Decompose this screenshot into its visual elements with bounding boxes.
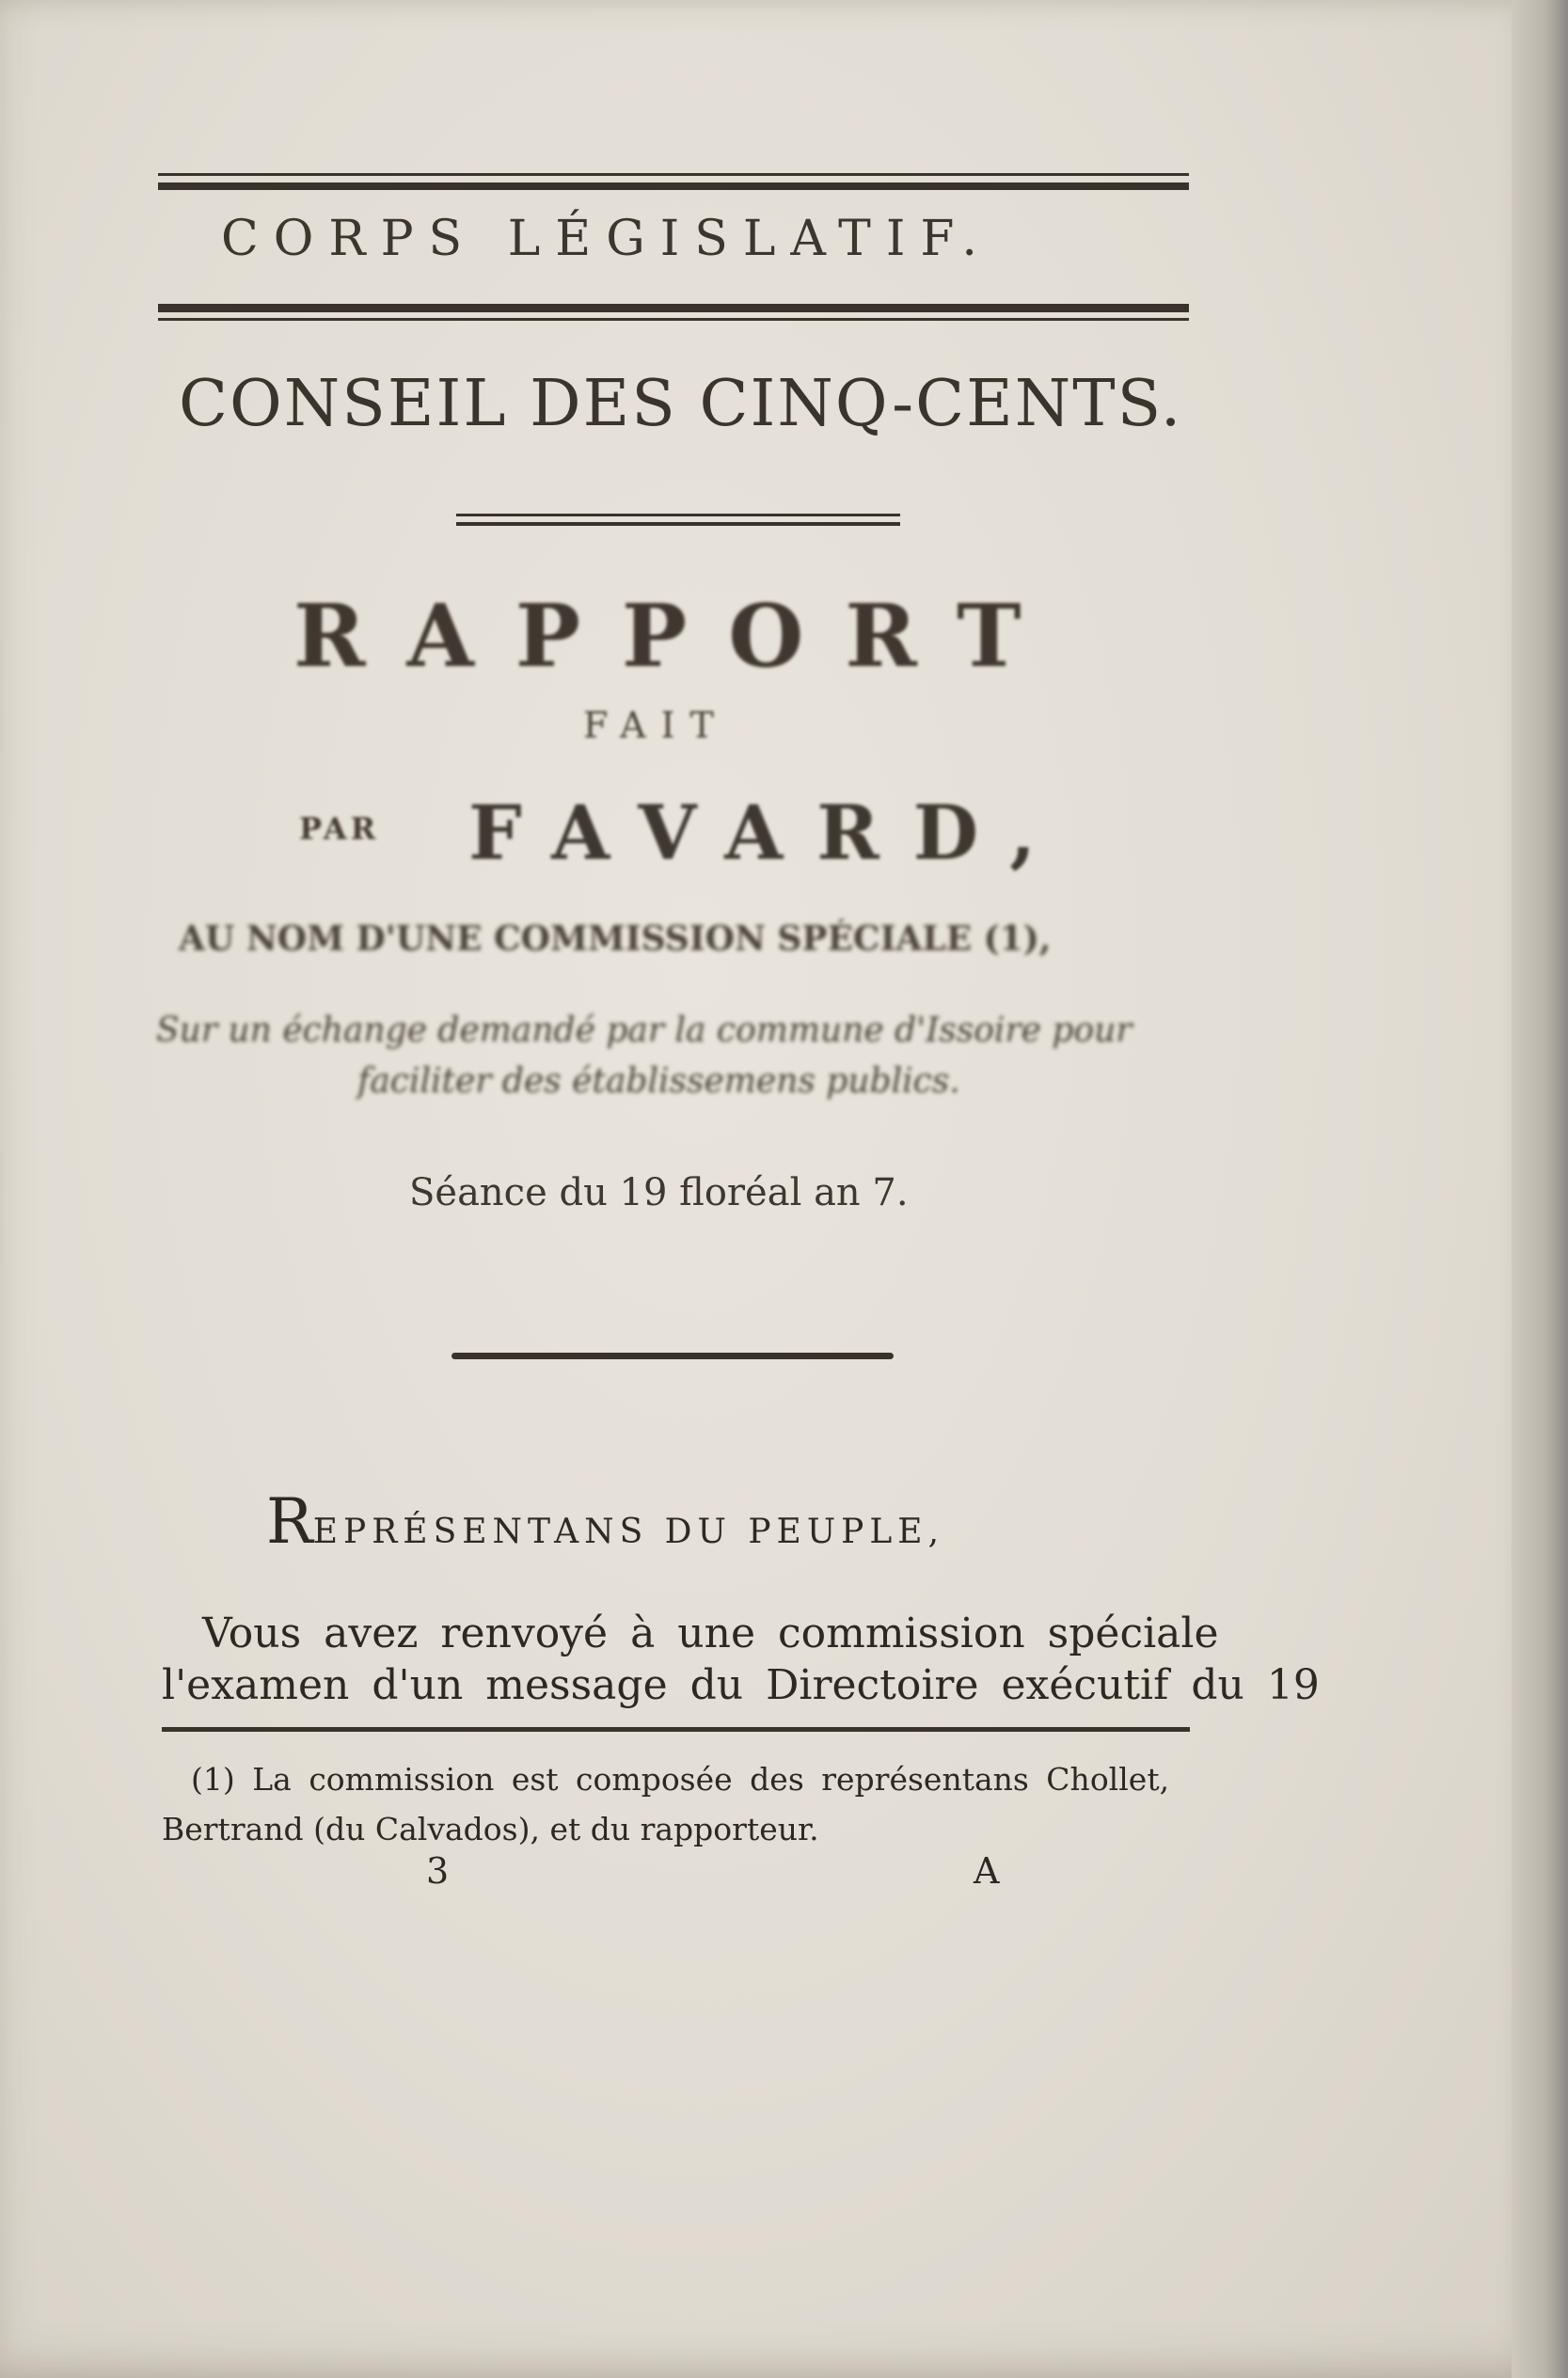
short-rule-2 — [456, 522, 900, 526]
separator-rule — [451, 1353, 894, 1359]
rapport-title: RAPPORT — [293, 585, 1063, 687]
mid-rule-thin — [158, 318, 1189, 321]
footnote-line-1: (1) La commission est composée des représentans Chollet, — [191, 1761, 1170, 1798]
author-name: FAVARD, — [468, 788, 1070, 877]
page-edge — [1512, 0, 1568, 2378]
subject-line-1: Sur un échange demandé par la commune d'Issoire pour — [156, 1011, 1132, 1050]
footnote-rule — [162, 1727, 1190, 1732]
signature-letter: A — [974, 1850, 1000, 1892]
commission-line: AU NOM D'UNE COMMISSION SPÉCIALE (1), — [179, 919, 1052, 959]
footnote-line-2: Bertrand (du Calvados), et du rapporteur. — [162, 1811, 819, 1847]
salutation — [266, 1485, 945, 1558]
body-line-1: Vous avez renvoyé à une commission spéciale — [202, 1609, 1219, 1657]
top-rule-thick — [158, 182, 1189, 190]
seance-date: Séance du 19 floréal an 7. — [409, 1171, 909, 1214]
body-line-2: l'examen d'un message du Directoire exécutif du 19 — [162, 1661, 1320, 1709]
corps-legislatif-heading: CORPS LÉGISLATIF. — [221, 211, 992, 267]
salutation-initial: R — [266, 1485, 313, 1558]
fait-label: FAIT — [583, 705, 729, 746]
short-rule-1 — [456, 514, 900, 516]
par-label: PAR — [299, 811, 380, 847]
subject-line-2: faciliter des établissemens publics. — [357, 1062, 960, 1101]
mid-rule-thick — [158, 304, 1189, 312]
salutation-rest: EPRÉSENTANS DU PEUPLE, — [312, 1513, 945, 1551]
conseil-heading: CONSEIL DES CINQ-CENTS. — [179, 367, 1183, 441]
top-rule-thin — [158, 173, 1189, 176]
signature-number: 3 — [426, 1850, 450, 1892]
